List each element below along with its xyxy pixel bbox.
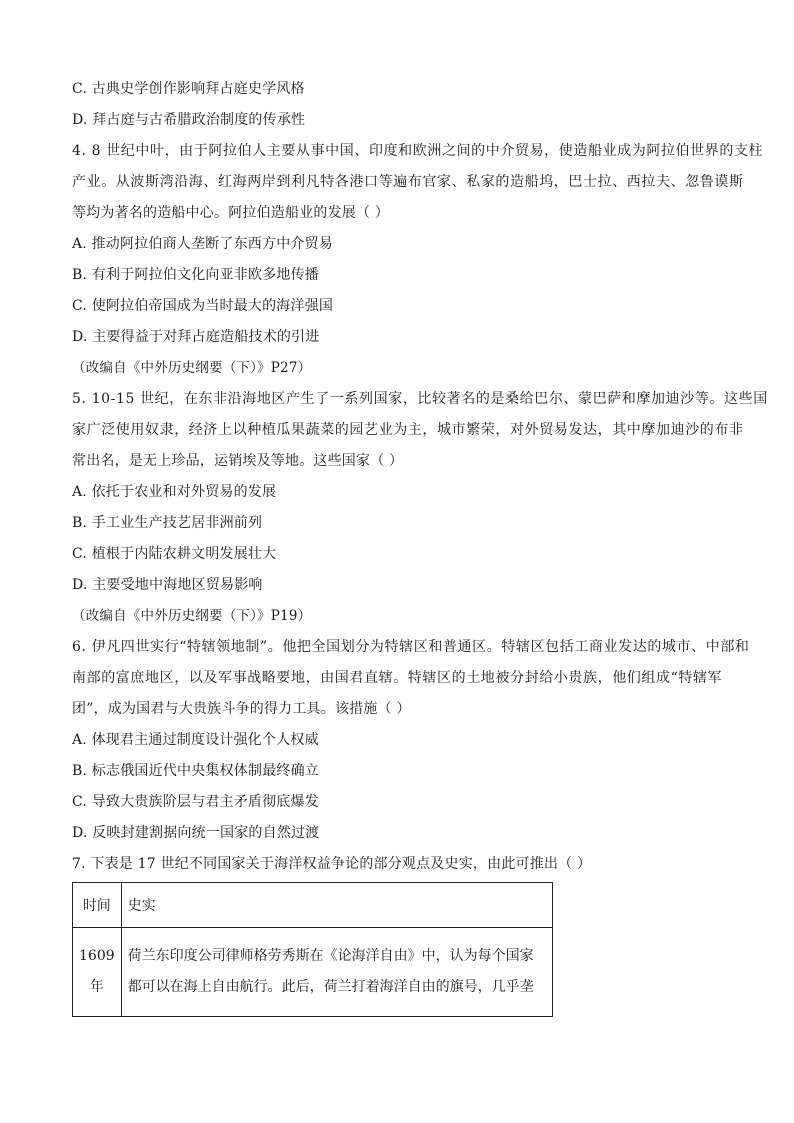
q5-stem-line-2: 家广泛使用奴隶，经济上以种植瓜果蔬菜的园艺业为主，城市繁荣，对外贸易发达，其中摩加迪沙的布非	[72, 422, 744, 438]
q6-option-a: A. 体现君主通过制度设计强化个人权威	[72, 732, 319, 748]
exam-page	[72, 74, 768, 1017]
q6-option-c: C. 导致大贵族阶层与君主矛盾彻底爆发	[72, 794, 319, 810]
q4-option-b: B. 有利于阿拉伯文化向亚非欧多地传播	[72, 267, 319, 283]
header-fact: 史实	[121, 883, 552, 928]
header-time: 时间	[73, 883, 122, 928]
q5-source-note: （改编自《中外历史纲要（下）》P27）	[72, 360, 312, 376]
row-time-line-2: 年	[89, 979, 104, 995]
q4-option-d: D. 主要得益于对拜占庭造船技术的引进	[72, 329, 320, 345]
q5-option-d: D. 主要受地中海地区贸易影响	[72, 577, 263, 593]
q6-stem-line-3: 团”，成为国君与大贵族斗争的得力工具。该措施（ ）	[72, 701, 411, 717]
q6-option-d: D. 反映封建割据向统一国家的自然过渡	[72, 825, 320, 841]
row-time-cell	[73, 928, 122, 1017]
q6-source-note: （改编自《中外历史纲要（下）》P19）	[72, 608, 312, 624]
q4-option-a: A. 推动阿拉伯商人垄断了东西方中介贸易	[72, 236, 334, 252]
q6-option-b: B. 标志俄国近代中央集权体制最终确立	[72, 763, 319, 779]
q5-stem-line-3: 常出名，是无上珍品，运销埃及等地。这些国家（ ）	[72, 453, 404, 469]
row-fact-line-1: 荷兰东印度公司律师格劳秀斯在《论海洋自由》中，认为每个国家	[127, 948, 534, 964]
row-time-line-1: 1609	[79, 948, 115, 964]
q4-stem-line-3: 等均为著名的造船中心。阿拉伯造船业的发展（ ）	[72, 205, 390, 221]
q6-stem-line-2: 南部的富庶地区，以及军事战略要地，由国君直辖。特辖区的土地被分封给小贵族，他们组成“特辖军	[72, 670, 723, 686]
q5-option-a: A. 依托于农业和对外贸易的发展	[72, 484, 277, 500]
q5-option-c: C. 植根于内陆农耕文明发展壮大	[72, 546, 277, 562]
q4-option-c: C. 使阿拉伯帝国成为当时最大的海洋强国	[72, 298, 334, 314]
q4-stem-line-1: 4. 8 世纪中叶，由于阿拉伯人主要从事中国、印度和欧洲之间的中介贸易，使造船业成为阿拉伯世界的支柱	[72, 143, 764, 159]
q7-stem: 7. 下表是 17 世纪不同国家关于海洋权益争论的部分观点及史实，由此可推出（ ）	[72, 856, 592, 872]
row-fact-line-2: 都可以在海上自由航行。此后，荷兰打着海洋自由的旗号，几乎垄	[127, 979, 534, 995]
q6-stem-line-1: 6. 伊凡四世实行“特辖领地制”。他把全国划分为特辖区和普通区。特辖区包括工商业发达的城市、中部和	[72, 639, 750, 655]
table-header-row	[73, 883, 553, 928]
q3-option-c: C. 古典史学创作影响拜占庭史学风格	[72, 81, 305, 97]
table-row	[73, 928, 553, 1017]
q7-history-table	[72, 882, 553, 1017]
q5-option-b: B. 手工业生产技艺居非洲前列	[72, 515, 263, 531]
q3-option-d: D. 拜占庭与古希腊政治制度的传承性	[72, 112, 306, 128]
q5-stem-line-1: 5. 10-15 世纪，在东非沿海地区产生了一系列国家，比较著名的是桑给巴尔、蒙巴萨和摩加迪沙等。这些国	[72, 391, 768, 407]
q4-stem-line-2: 产业。从波斯湾沿海、红海两岸到利凡特各港口等遍布官家、私家的造船坞，巴士拉、西拉夫、忽鲁谟斯	[72, 174, 744, 190]
row-fact-cell	[121, 928, 552, 1017]
